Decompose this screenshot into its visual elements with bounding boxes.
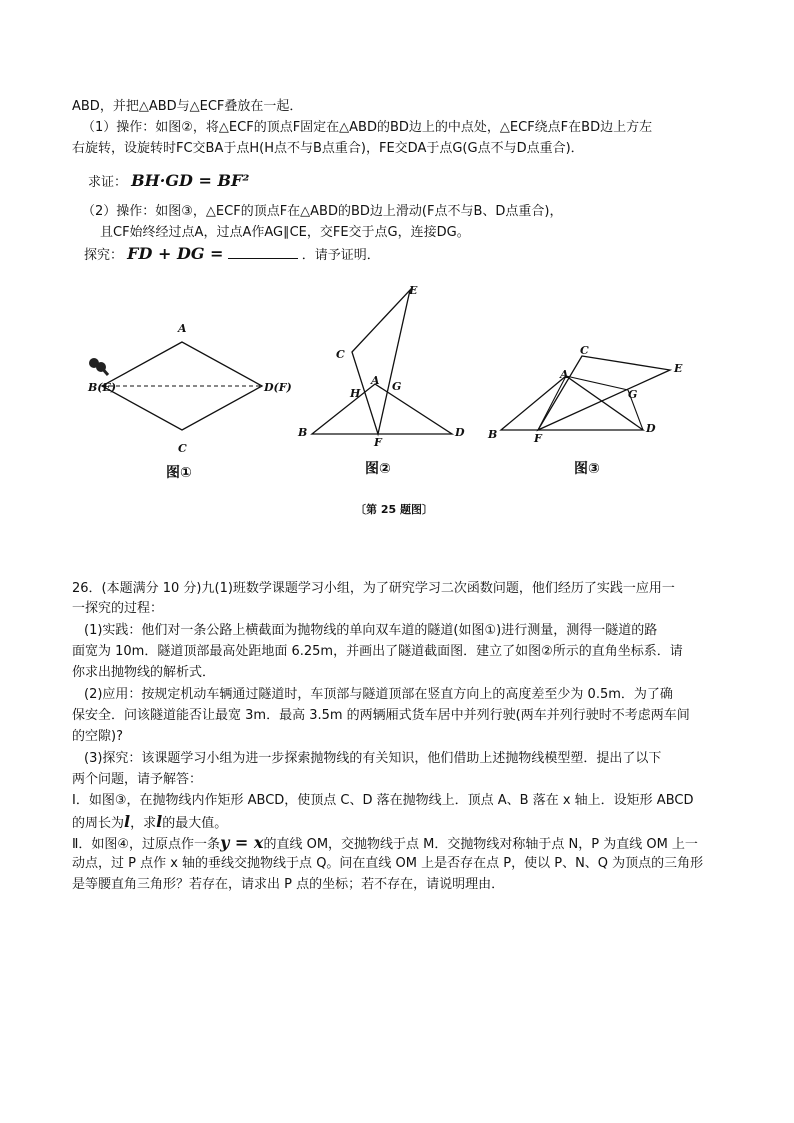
explore-formula: FD + DG = <box>127 244 224 263</box>
q25-line0: ABD，并把△ABD与△ECF叠放在一起． <box>72 99 303 114</box>
i-line2-var1: l <box>124 812 131 831</box>
prove-label: 求证： <box>88 175 128 190</box>
fig3-line-af <box>538 376 566 430</box>
explore-label: 探究： <box>84 248 124 263</box>
q25-part1-line1: （1）操作：如图②，将△ECF的顶点F固定在△ABD的BD边上的中点处，△ECF绕点F在BD边上方左 <box>82 120 653 135</box>
i-line2-var2: l <box>156 812 163 831</box>
fig3-label-f: F <box>534 432 542 445</box>
fig2-triangle-ecf <box>352 290 410 434</box>
fig2-triangle-abd <box>312 384 452 434</box>
figure-title: 〔第 25 题图〕 <box>355 503 433 516</box>
key-icon <box>89 358 108 375</box>
q25-part2-line1: （2）操作：如图③，△ECF的顶点F在△ABD的BD边上滑动(F点不与B、D点重合)， <box>82 204 563 219</box>
fig3-label-d: D <box>646 422 656 435</box>
q26-intro-line1: 26．(本题满分 10 分)九(1)班数学课题学习小组，为了研究学习二次函数问题，他们经历了实践一应用一 <box>72 581 675 596</box>
fig1-label-c: C <box>178 442 187 455</box>
fig2-label-c: C <box>336 348 345 361</box>
answer-blank <box>228 246 298 259</box>
explore-tail: ．请予证明． <box>301 248 380 263</box>
fig1-caption: 图① <box>166 465 192 481</box>
prove-formula: BH·GD = BF² <box>131 171 250 190</box>
fig1-label-b: B(E) <box>88 381 117 394</box>
q26-s2-line1: (2)应用：按规定机动车辆通过隧道时，车顶部与隧道顶部在竖直方向上的高度差至少为 0.5m．为了确 <box>84 687 673 702</box>
figure-1 <box>87 322 292 455</box>
fig2-label-g: G <box>392 380 402 393</box>
q25-prove <box>88 172 249 192</box>
q26-s3-line1: (3)探究：该课题学习小组为进一步探索抛物线的有关知识，他们借助上述抛物线模型塑．提出了以下 <box>84 751 662 766</box>
ii-line1-formula: y = x <box>220 833 264 852</box>
q26-s3-line2: 两个问题，请予解答： <box>72 772 203 787</box>
fig2-label-e: E <box>409 284 418 297</box>
fig2-caption: 图② <box>365 461 391 477</box>
q25-part2-line2: 且CF始终经过点A，过点A作AG∥CE，交FE交于点G，连接DG。 <box>100 225 470 240</box>
i-line2-text-b: ，求 <box>130 816 157 831</box>
fig2-label-f: F <box>374 436 382 449</box>
i-line2-text-c: 的最大值。 <box>162 816 228 831</box>
ii-line1-text-b: 的直线 OM，交抛物线于点 M．交抛物线对称轴于点 N，P 为直线 OM 上一 <box>263 837 698 852</box>
fig1-label-a: A <box>178 322 187 335</box>
q26-intro-line2: 一探究的过程： <box>72 601 164 616</box>
q26-ii-line2: 动点，过 P 点作 x 轴的垂线交抛物线于点 Q。问在直线 OM 上是否存在点 P，使以 P、N、Q 为顶点的三角形 <box>72 856 704 871</box>
fig3-label-c: C <box>580 344 589 357</box>
q25-part1-line2: 右旋转，设旋转时FC交BA于点H(H点不与B点重合)，FE交DA于点G(G点不与D点重合)． <box>72 141 584 156</box>
q26-s1-line1: (1)实践：他们对一条公路上横截面为抛物线的单向双车道的隧道(如图①)进行测量，测得一隧道的路 <box>84 623 658 638</box>
q26-i-line1: Ⅰ．如图③，在抛物线内作矩形 ABCD，使顶点 C、D 落在抛物线上．顶点 A、B 落在 x 轴上．设矩形 ABCD <box>72 793 694 808</box>
fig3-label-e: E <box>674 362 683 375</box>
q26-s1-line3: 你求出抛物线的解析式． <box>72 665 216 680</box>
figure-2 <box>297 284 465 449</box>
ii-line1-text-a: Ⅱ．如图④，过原点作一条 <box>72 837 221 852</box>
q26-s2-line2: 保安全．问该隧道能否让最宽 3m．最高 3.5m 的两辆厢式货车居中并列行驶(两车并列行驶时不考虑两车间 <box>72 708 690 723</box>
q26-i-line2 <box>72 813 227 833</box>
fig3-label-a: A <box>560 368 569 381</box>
i-line2-text-a: 的周长为 <box>72 816 125 831</box>
q26-ii-line3: 是等腰直角三角形？若存在，请求出 P 点的坐标；若不存在，请说明理由． <box>72 877 505 892</box>
q26-s2-line3: 的空隙)? <box>72 729 123 744</box>
fig3-label-g: G <box>628 388 638 401</box>
q26-s1-line2: 面宽为 10m．隧道顶部最高处距地面 6.25m，并画出了隧道截面图．建立了如图②所示的直角坐标系．请 <box>72 644 683 659</box>
figure-3 <box>487 344 683 445</box>
q25-figures <box>0 270 794 530</box>
fig3-triangle-abd <box>501 376 643 430</box>
q26-ii-line1 <box>72 834 698 854</box>
q25-explore <box>84 245 380 265</box>
fig2-label-b: B <box>298 426 308 439</box>
fig3-caption: 图③ <box>574 461 600 477</box>
fig3-label-b: B <box>488 428 498 441</box>
fig2-label-d: D <box>455 426 465 439</box>
fig2-label-h: H <box>350 387 361 400</box>
fig2-label-a: A <box>371 374 380 387</box>
fig1-label-d: D(F) <box>264 381 292 394</box>
